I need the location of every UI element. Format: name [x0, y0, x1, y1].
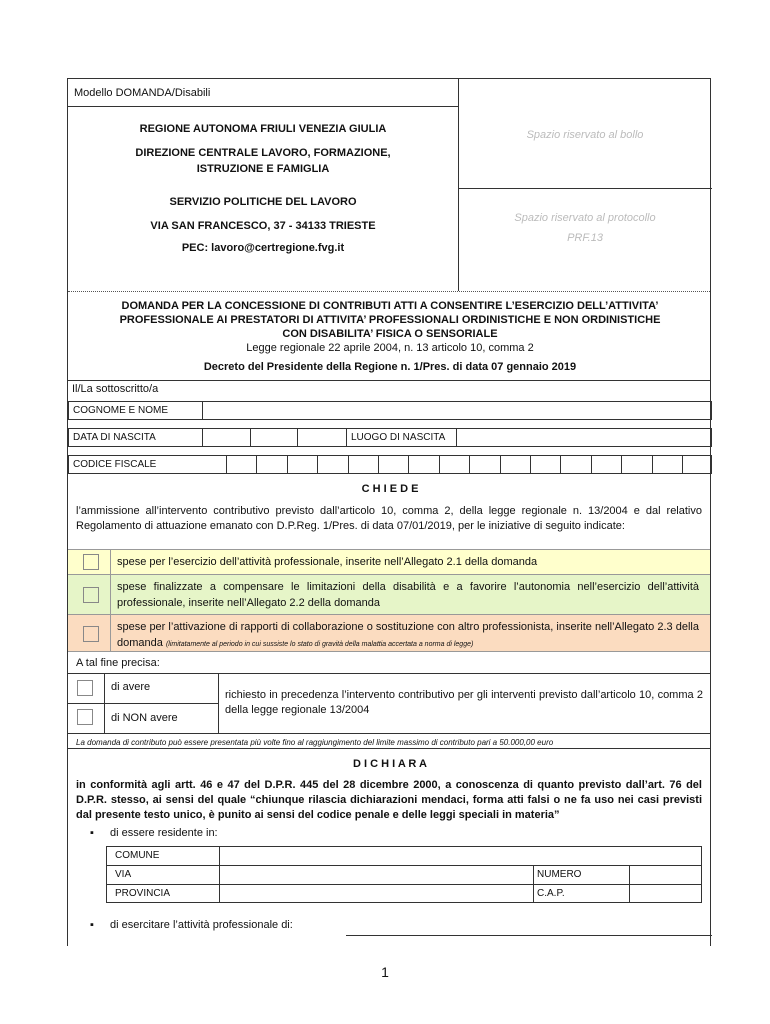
tax-code-char-cell[interactable]: [348, 456, 379, 473]
cap-label: C.A.P.: [537, 888, 565, 899]
tax-code-char-cell[interactable]: [317, 456, 348, 473]
tax-code-char-cell[interactable]: [378, 456, 409, 473]
directorate-line2: ISTRUZIONE E FAMIGLIA: [196, 163, 330, 175]
tax-code-label: CODICE FISCALE: [73, 459, 157, 470]
service-name: SERVIZIO POLITICHE DEL LAVORO: [169, 196, 357, 208]
previous-request-text: richiesto in precedenza l’intervento contributivo per gli interventi previsto dall’articolo 10, comma 2 della legge regionale 13/2004: [225, 689, 703, 716]
bullet-icon: ▪: [90, 919, 94, 931]
request-text: l’ammissione all’intervento contributivo previsto dall’articolo 10, comma 2, della legge regionale n. 13/2004 e dal relativo Regolamento di attuazione emanato con D.P.Reg. 1/Pres. di data 07/01/2019, per le iniziative di seguito indicate:: [76, 505, 702, 532]
option1-checkbox[interactable]: [83, 554, 99, 570]
birth-row: [68, 428, 712, 447]
comune-label: COMUNE: [115, 850, 160, 861]
have-label: di avere: [111, 681, 151, 693]
have-not-label: di NON avere: [111, 712, 178, 724]
via-label: VIA: [115, 869, 132, 880]
option3-checkbox[interactable]: [83, 626, 99, 642]
option-allegato-2-2[interactable]: [68, 574, 710, 614]
tax-code-char-cell[interactable]: [530, 456, 561, 473]
tax-code-char-cell[interactable]: [560, 456, 591, 473]
tax-code-char-cell[interactable]: [591, 456, 622, 473]
tax-code-char-cell[interactable]: [226, 456, 257, 473]
option2-checkbox[interactable]: [83, 587, 99, 603]
tax-code-row: [68, 455, 712, 474]
model-label: Modello DOMANDA/Disabili: [74, 87, 211, 99]
option1-label: spese per l’esercizio dell’attività professionale, inserite nell’Allegato 2.1 della domanda: [117, 556, 538, 568]
bullet-icon: ▪: [90, 827, 94, 839]
profession-field[interactable]: [346, 935, 712, 936]
profession-bullet: ▪ di esercitare l’attività professionale di:: [90, 919, 293, 931]
via-field[interactable]: [220, 866, 533, 884]
have-checkbox[interactable]: [77, 680, 93, 696]
page-number: 1: [381, 964, 389, 980]
tax-code-char-cell[interactable]: [621, 456, 652, 473]
have-not-checkbox[interactable]: [77, 709, 93, 725]
tax-code-char-cell[interactable]: [500, 456, 531, 473]
previous-request-box: [68, 673, 712, 733]
form-title: DOMANDA PER LA CONCESSIONE DI CONTRIBUTI ATTI A CONSENTIRE L’ESERCIZIO DELL’ATTIVITA’ PROFESSIONALE AI PRESTATORI DI ATTIVITA’ PROFESSIONALI ORDINISTICHE E NON ORDINISTICHE CON DISABILITA’ FISICA O SENSORIALE: [119, 300, 661, 340]
protocollo-space: Spazio riservato al protocollo: [514, 212, 656, 224]
provincia-field[interactable]: [220, 885, 533, 903]
region-name: REGIONE AUTONOMA FRIULI VENEZIA GIULIA: [139, 123, 387, 135]
birth-month-field[interactable]: [250, 429, 298, 446]
contribution-limit-note: La domanda di contributo può essere presentata più volte fino al raggiungimento del limite massimo di contributo pari a 50.000,00 euro: [76, 738, 554, 747]
option-allegato-2-3[interactable]: [68, 614, 710, 652]
pec-address: PEC: lavoro@certregione.fvg.it: [181, 242, 345, 254]
birth-day-field[interactable]: [202, 429, 251, 446]
name-row: [68, 401, 712, 420]
tax-code-char-cell[interactable]: [439, 456, 470, 473]
residence-table: [106, 846, 702, 903]
tax-code-char-cell[interactable]: [408, 456, 439, 473]
residence-bullet: ▪ di essere residente in:: [90, 827, 218, 839]
birth-year-field[interactable]: [297, 429, 347, 446]
declaration-text: in conformità agli artt. 46 e 47 del D.P.R. 445 del 28 dicembre 2000, a conoscenza di quanto previsto dall’art. 76 del D.P.R. stesso, ai sensi del quale “chiunque rilascia dichiarazioni mendaci, forma atti falsi o ne fa uso nei casi previsti dal presente testo unico, è punito ai sensi del codice penale e delle leggi speciali in materia”: [76, 779, 702, 821]
option3-note: (limitatamente al periodo in cui sussiste lo stato di gravità della malattia accertata a norma di legge): [165, 641, 474, 648]
tax-code-char-cell[interactable]: [682, 456, 713, 473]
option3-label: spese per l’attivazione di rapporti di collaborazione o sostituzione con altro professionista, inserite nell’Allegato 2.3 della domanda (limitatamente al periodo in cui sussiste lo stato di gravità della malattia accertata a norma di legge): [117, 621, 699, 649]
comune-field[interactable]: [220, 847, 701, 865]
tax-code-char-cell[interactable]: [652, 456, 683, 473]
law-reference: Legge regionale 22 aprile 2004, n. 13 articolo 10, comma 2: [246, 342, 534, 354]
form-page: [67, 78, 711, 946]
name-label: COGNOME E NOME: [73, 405, 169, 416]
birth-place-field[interactable]: [456, 429, 711, 446]
service-address: VIA SAN FRANCESCO, 37 - 34133 TRIESTE: [150, 220, 376, 232]
request-heading: C H I E D E: [361, 483, 419, 495]
declaration-heading: D I C H I A R A: [353, 758, 427, 770]
header-divider: [458, 79, 459, 291]
bollo-space: Spazio riservato al bollo: [526, 129, 644, 141]
numero-label: NUMERO: [537, 869, 582, 880]
birth-place-label: LUOGO DI NASCITA: [351, 432, 446, 443]
decree-reference: Decreto del Presidente della Regione n. 1/Pres. di data 07 gennaio 2019: [203, 361, 577, 373]
prf-code: PRF.13: [567, 232, 603, 244]
directorate-line1: DIREZIONE CENTRALE LAVORO, FORMAZIONE,: [135, 147, 391, 159]
numero-field[interactable]: [630, 866, 701, 884]
tax-code-char-cell[interactable]: [256, 456, 287, 473]
provincia-label: PROVINCIA: [115, 888, 171, 899]
precisa-label: A tal fine precisa:: [76, 657, 160, 669]
name-field[interactable]: [202, 402, 711, 419]
tax-code-char-cell[interactable]: [287, 456, 318, 473]
option2-label: spese finalizzate a compensare le limitazioni della disabilità e a favorire l’autonomia nell’esercizio dell’attività professionale, inserite nell’Allegato 2.2 della domanda: [117, 581, 699, 609]
applicant-intro: Il/La sottoscritto/a: [72, 383, 159, 395]
cap-field[interactable]: [630, 885, 701, 903]
option-allegato-2-1[interactable]: [68, 549, 710, 574]
tax-code-char-cell[interactable]: [469, 456, 500, 473]
birth-date-label: DATA DI NASCITA: [73, 432, 156, 443]
